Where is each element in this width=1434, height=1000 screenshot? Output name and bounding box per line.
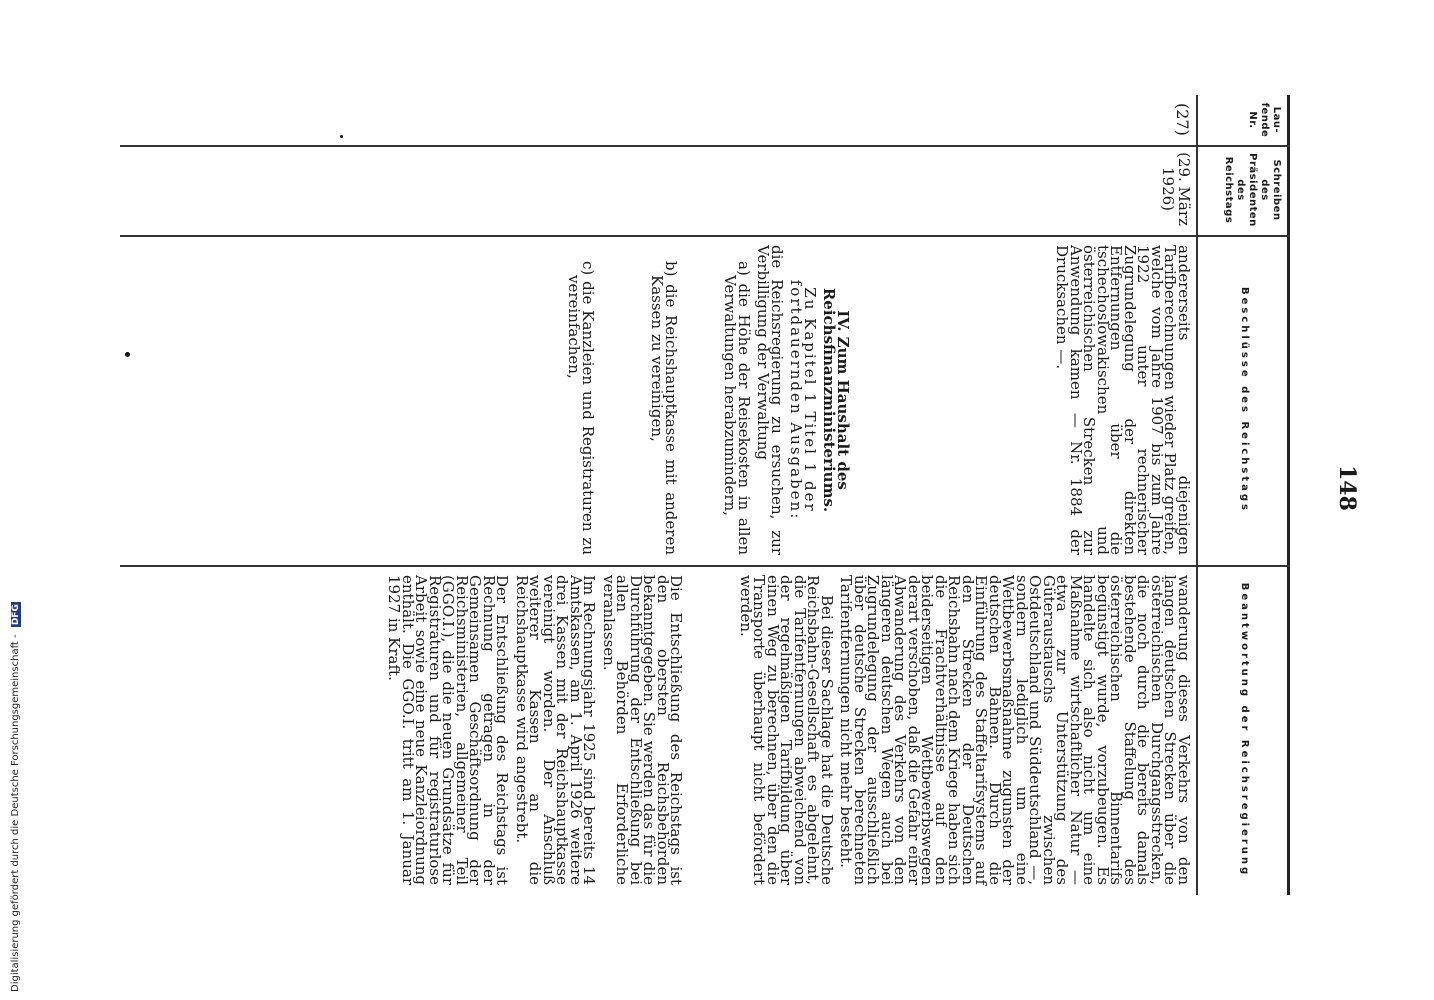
ink-dot [125,352,130,357]
header-resolutions: Beschlüsse des Reichstags [1239,286,1250,514]
spacer [683,575,733,885]
column-divider [120,235,1290,237]
spacer [594,245,644,555]
answers-column [381,575,1193,885]
header-number: Lau- fende Nr. [1247,102,1282,138]
column-divider [120,565,1290,567]
digitization-attribution [10,602,21,992]
header-answers: Beantwortung der Reichsregierung [1239,582,1250,878]
entry-date: (29. März 1926) [1159,152,1193,226]
resolution-item-c: c) die Kanzleien und Registraturen zu vereinfachen, [565,261,597,555]
attribution-text: Digitalisierung gefördert durch die Deutsche Forschungsgemeinschaft - [10,634,21,992]
dfg-logo: DFG [11,604,21,626]
page-number: 148 [1334,465,1360,511]
section-title: IV. Zum Haushalt des Reichsfinanzministeriums. [820,287,852,513]
resolution-item-b: b) die Reichshauptkasse mit anderen Kassen zu vereinigen, [648,261,680,555]
answer-paragraph-4: Im Rechnungsjahr 1925 sind bereits 14 Amtskassen, am 1. April 1926 weitere drei Kassen mit der Reichshauptkasse vereinigt worden. Der Anschluß weiterer Kassen an die Reichshauptkasse wird angestrebt. [513,575,599,885]
rotated-document-page [120,95,1360,895]
resolutions-column [561,245,1193,555]
entry-number: (27) [1173,103,1192,136]
chapter-heading: Zu Kapitel 1 Titel 1 der fortdauernden Ausgaben: [787,279,819,521]
header-letter: Schreiben des Präsidenten des Reichstags [1223,153,1282,227]
resolutions-table [120,95,1290,895]
answer-paragraph-3: Die Entschließung des Reichstags ist den obersten Reichsbehörden bekanntgegeben. Sie werden das für die Durchführung der Entschließung bei allen Behörden Erforderliche veranlassen. [600,575,686,885]
answer-paragraph-5: Der Entschließung des Reichstags ist Rechnung getragen in der Gemeinsamen Geschäftsordnung der Reichsministerien, allgemeiner Teil (GGO.I.), die die neuen Grundsätze für Registraturen und für registraturlose Arbeit sowie eine neue Kanzleiordnung enthält. Die GGO.I. tritt am 1. Januar 1927 in Kraft. [385,575,512,885]
resolution-intro: die Reichsregierung zu ersuchen, zur Verbilligung der Verwaltung [754,245,786,555]
spacer [677,245,717,555]
column-divider [120,145,1290,147]
ink-dot [340,135,343,138]
answer-paragraph-1: wanderung dieses Verkehrs von den langen deutschen Strecken über die österreichischen Durchgangsstrecken, die noch durch die bereits damals bestehende Staffelung des österreichischen Binnentarifs begünstigt wurde, vorzubeugen. Es handelte sich also nicht um eine Maßnahme wirtschaftlicher Natur — etwa zur Unterstützung des Güteraustauschs zwischen Ostdeutschland und Süddeutschland —, sondern lediglich um eine Wettbewerbsmaßnahme zugunsten der deutschen Bahnen. Durch die Einführung des Staffeltarifsystems auf den Strecken der Deutschen Reichsbahn nach dem Kriege haben sich die Frachtverhältnisse auf den beiderseitigen Wettbewerbswegen derart verschoben, daß die Gefahr einer Abwanderung des Verkehrs von den längeren deutschen Wegen auch bei Zugrundelegung der ausschließlich über deutsche Strecken berechneten Tarifentfernungen nicht mehr besteht. [837,575,1193,885]
resolution-paragraph: andererseits diejenigen Tarifberechnungen wieder Platz greifen, welche vom Jahre 1907 bis zum Jahre 1922 unter rechnerischer Zugrundelegung der direkten Entfernungen über die tschechoslowakischen und österreichischen Strecken zur Anwendung kamen — Nr. 1884 der Drucksachen —. [1053,245,1193,555]
table-top-rule [1287,95,1290,895]
table-header-rule [1196,95,1198,895]
answer-paragraph-2: Bei dieser Sachlage hat die Deutsche Reichsbahn-Gesellschaft es abgelehnt, die Tarifentfernungen abweichend von der regelmäßigen Tarifbildung über einen Weg zu berechnen, über den die Transporte überhaupt nicht befördert werden. [737,575,836,885]
spacer [849,245,1049,555]
resolution-item-a: a) die Höhe der Reisekosten in allen Verwaltungen herabzumindern, [721,261,753,555]
